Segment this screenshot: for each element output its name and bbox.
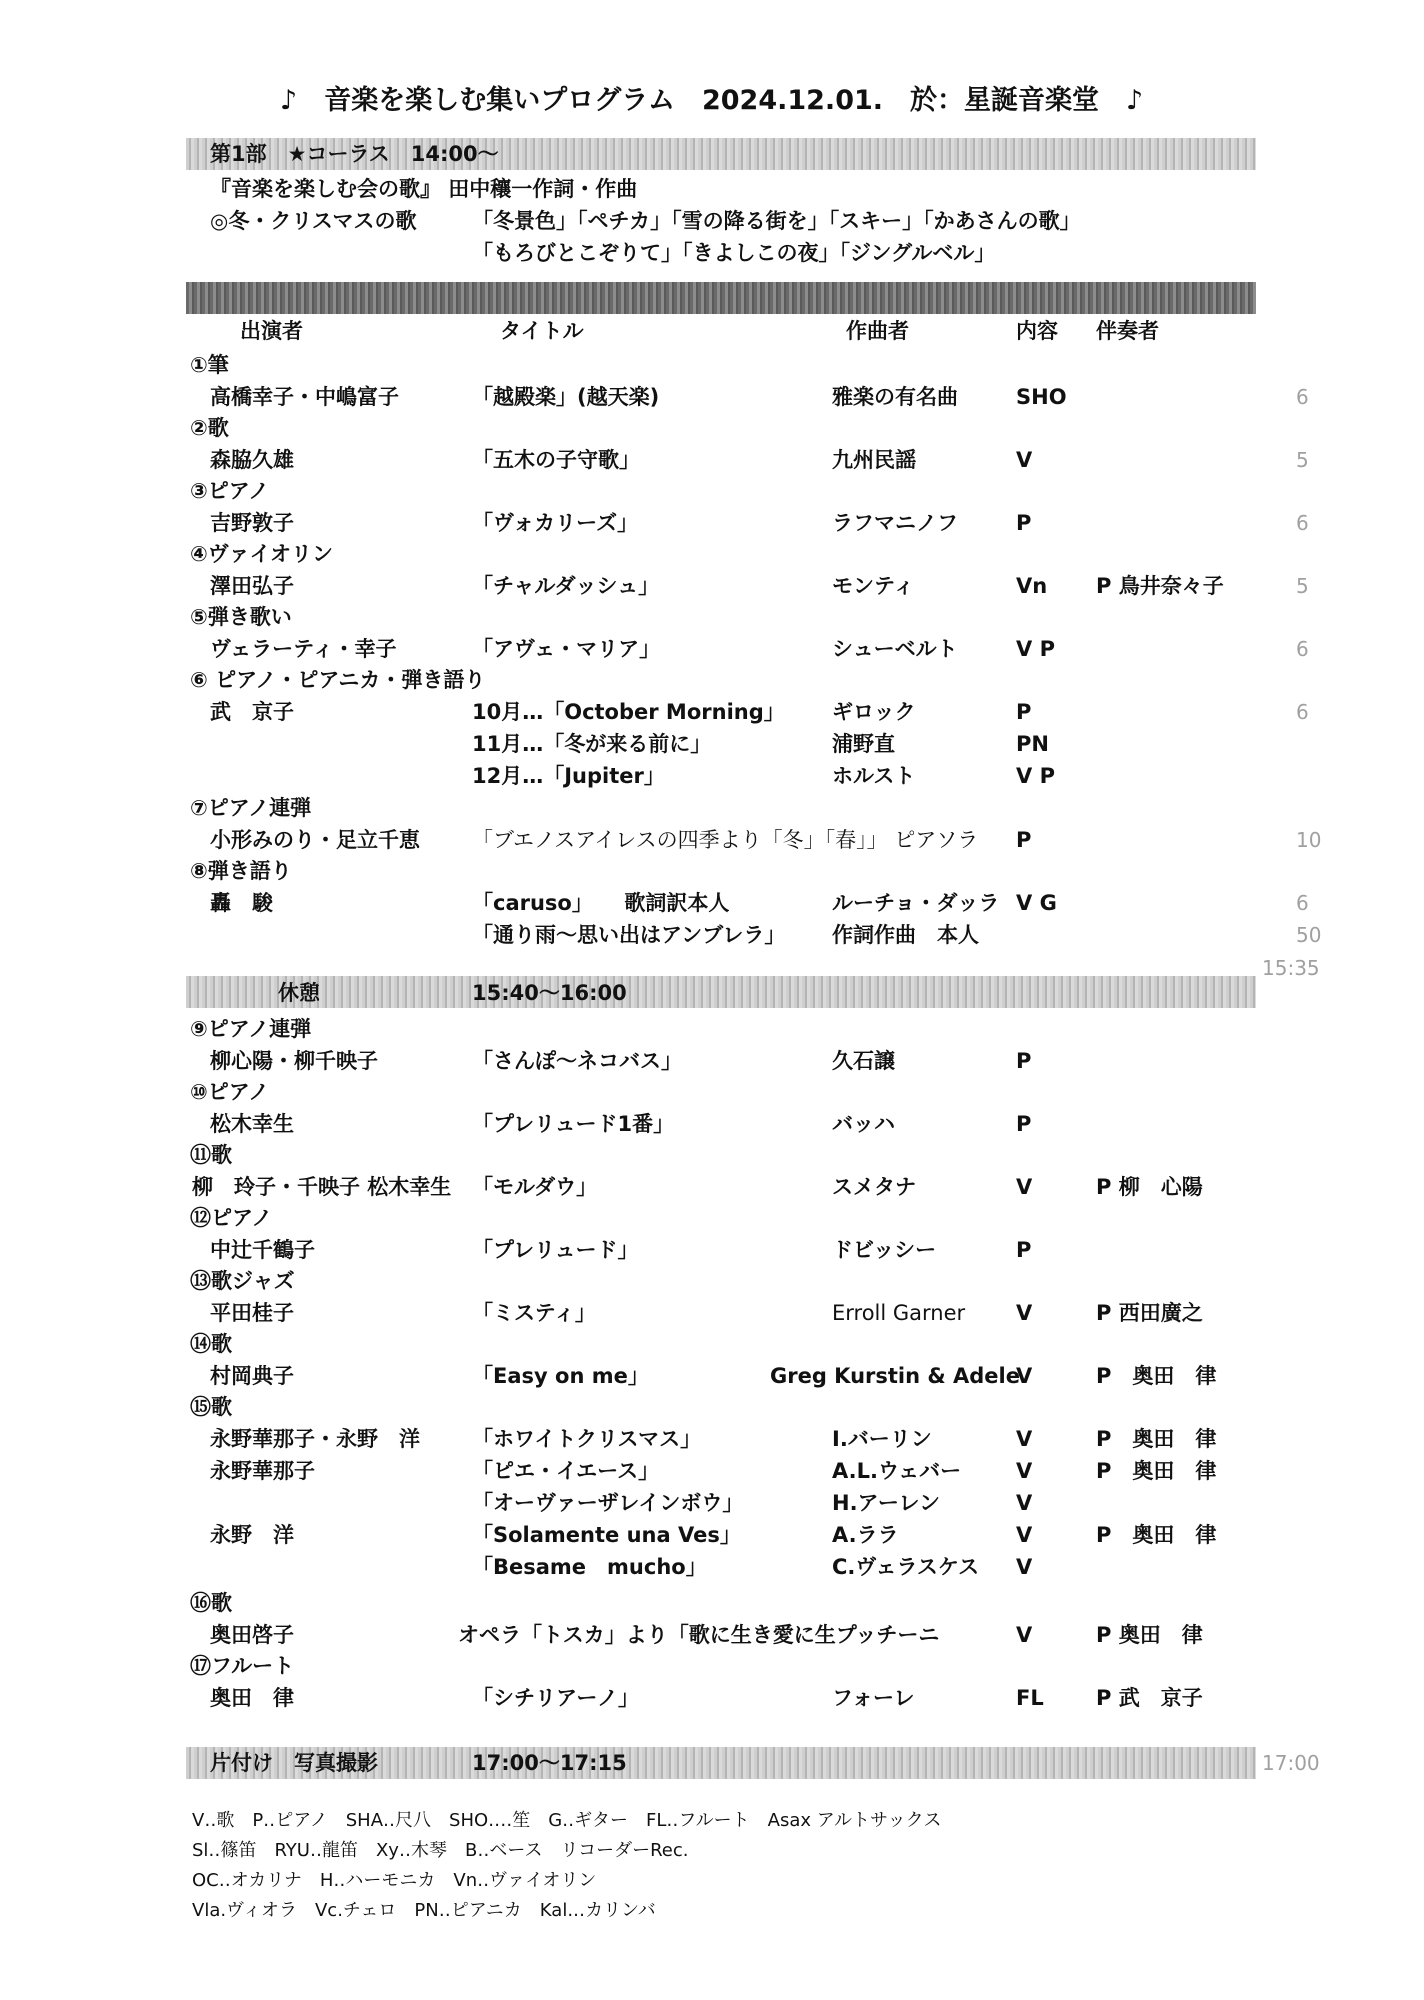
act-performer: 永野華那子 — [210, 1459, 315, 1483]
act-performer: 奥田啓子 — [210, 1623, 294, 1647]
act-content: V — [1016, 1459, 1033, 1483]
act-title: 「五木の子守歌」 — [472, 448, 640, 472]
act-content: P — [1016, 1238, 1032, 1262]
act-content: P — [1016, 511, 1032, 535]
legend-line: OC‥オカリナ H‥ハーモニカ Vn‥ヴァイオリン — [192, 1870, 597, 1891]
act-content: PN — [1016, 732, 1049, 756]
act-content: V G — [1016, 891, 1057, 915]
act-category: ①筆 — [190, 353, 229, 377]
break-band — [186, 976, 1256, 1008]
act-minutes: 6 — [1296, 511, 1309, 535]
act-performer: 轟 駿 — [210, 891, 273, 915]
act-title: 「Solamente una Ves」 — [472, 1523, 741, 1547]
act-composer: 作詞作曲 本人 — [832, 923, 979, 947]
break-time: 15:40～16:00 — [472, 981, 627, 1005]
act-composer: ラフマニノフ — [832, 511, 958, 535]
act-title: 「プレリュード」 — [472, 1238, 639, 1262]
act-title: 「Besame mucho」 — [472, 1555, 707, 1579]
act-category: ⑥ ピアノ・ピアニカ・弾き語り — [190, 668, 486, 692]
act-composer: 九州民謡 — [832, 448, 916, 472]
act-content: Vn — [1016, 574, 1048, 598]
act-performer: 村岡典子 — [210, 1364, 294, 1388]
closing-note: 17:00 — [1262, 1751, 1320, 1775]
act-composer: ギロック — [832, 700, 916, 724]
act-accompanist: P 柳 心陽 — [1096, 1175, 1203, 1199]
page-title: ♪ 音楽を楽しむ集いプログラム 2024.12.01. 於：星誕音楽堂 ♪ — [280, 85, 1144, 116]
col-content: 内容 — [1016, 319, 1058, 343]
act-title: 「Easy on me」 — [472, 1364, 649, 1388]
act-performer: 奥田 律 — [210, 1686, 294, 1710]
act-accompanist: P 奥田 律 — [1096, 1427, 1217, 1451]
act-accompanist: P 奥田 律 — [1096, 1523, 1217, 1547]
col-performer: 出演者 — [240, 319, 303, 343]
act-performer: 中辻千鶴子 — [210, 1238, 315, 1262]
act-content: P — [1016, 700, 1032, 724]
act-category: ②歌 — [190, 416, 229, 440]
part1-end-time: 15:35 — [1262, 956, 1320, 980]
act-composer: スメタナ — [832, 1175, 916, 1199]
xmas-songs-line-1: 「冬景色」「ペチカ」「雪の降る街を」「スキー」「かあさんの歌」 — [472, 209, 1081, 233]
col-accompanist: 伴奏者 — [1096, 319, 1159, 343]
col-composer: 作曲者 — [846, 319, 909, 343]
xmas-songs-line-2: 「もろびとこぞりて」「きよしこの夜」「ジングルベル」 — [472, 241, 996, 265]
act-title: 「モルダウ」 — [472, 1175, 598, 1199]
act-category: ⑪歌 — [190, 1143, 232, 1167]
act-composer: シューベルト — [832, 637, 958, 661]
act-performer: 柳 玲子・千映子 松木幸生 — [192, 1175, 452, 1199]
act-content: V — [1016, 1175, 1033, 1199]
act-performer: 平田桂子 — [210, 1301, 294, 1325]
act-content: V — [1016, 1427, 1033, 1451]
act-category: ⑯歌 — [190, 1591, 232, 1615]
act-content: V — [1016, 1301, 1033, 1325]
act-content: V P — [1016, 637, 1055, 661]
act-performer: 柳心陽・柳千映子 — [210, 1049, 378, 1073]
act-minutes: 50 — [1296, 923, 1322, 947]
col-title: タイトル — [500, 319, 584, 343]
legend-line: Vla.ヴィオラ Vc.チェロ PN‥ピアニカ Kal.‥カリンバ — [192, 1900, 656, 1921]
act-title: 「ミスティ」 — [472, 1301, 596, 1325]
act-category: ⑭歌 — [190, 1332, 232, 1356]
act-title: 「ブエノスアイレスの四季より「冬」「春」」 ピアソラ — [472, 828, 979, 852]
act-composer: I.バーリン — [832, 1427, 932, 1451]
act-performer: 永野 洋 — [210, 1523, 294, 1547]
break-label: 休憩 — [278, 981, 320, 1005]
act-category: ⑰フルート — [190, 1654, 295, 1678]
act-performer: 澤田弘子 — [210, 574, 294, 598]
act-composer: モンティ — [832, 574, 915, 598]
act-content: V — [1016, 1555, 1033, 1579]
act-composer: ホルスト — [832, 764, 916, 788]
act-title: 「越殿楽」(越天楽) — [472, 385, 660, 409]
act-content: V — [1016, 448, 1033, 472]
act-content: V — [1016, 1364, 1033, 1388]
act-performer: 吉野敦子 — [210, 511, 294, 535]
act-composer: A.ララ — [832, 1523, 899, 1547]
act-category: ⑮歌 — [190, 1395, 232, 1419]
act-minutes: 6 — [1296, 700, 1309, 724]
act-category: ④ヴァイオリン — [190, 542, 333, 566]
act-title: 「チャルダッシュ」 — [472, 574, 660, 598]
act-composer: ドビッシー — [832, 1238, 937, 1262]
act-content: V — [1016, 1623, 1033, 1647]
act-accompanist: P 奥田 律 — [1096, 1364, 1217, 1388]
act-composer: 久石譲 — [832, 1049, 895, 1073]
part1-header: 第1部 ★コーラス 14:00～ — [210, 142, 499, 166]
act-performer: 森脇久雄 — [210, 448, 294, 472]
act-composer: バッハ — [832, 1112, 895, 1136]
act-category: ⑬歌ジャズ — [190, 1269, 295, 1293]
act-content: V P — [1016, 764, 1055, 788]
act-title: 「さんぽ～ネコバス」 — [472, 1049, 682, 1073]
act-title: 「caruso」 歌詞訳本人 — [472, 891, 730, 915]
act-category: ⑫ピアノ — [190, 1206, 273, 1230]
act-content: P — [1016, 1049, 1032, 1073]
act-accompanist: P 武 京子 — [1096, 1686, 1203, 1710]
act-accompanist: P 奥田 律 — [1096, 1623, 1203, 1647]
act-performer: 高橋幸子・中嶋富子 — [210, 385, 399, 409]
closing-time: 17:00～17:15 — [472, 1751, 627, 1775]
act-category: ⑤弾き歌い — [190, 605, 292, 629]
legend-line: Sl‥篠笛 RYU‥龍笛 Xy‥木琴 B‥ベース リコーダーRec. — [192, 1840, 689, 1861]
act-composer: 浦野直 — [832, 732, 895, 756]
act-minutes: 6 — [1296, 637, 1309, 661]
act-title: 「ヴォカリーズ」 — [472, 511, 639, 535]
act-category: ⑩ピアノ — [190, 1080, 270, 1104]
act-composer: A.L.ウェバー — [832, 1459, 962, 1483]
act-title: 「アヴェ・マリア」 — [472, 637, 661, 661]
act-content: P — [1016, 828, 1032, 852]
act-minutes: 5 — [1296, 574, 1309, 598]
act-composer: ルーチョ・ダッラ — [832, 891, 1000, 915]
act-content: P — [1016, 1112, 1032, 1136]
act-title: 「ピエ・イエース」 — [472, 1459, 660, 1483]
act-category: ⑧弾き語り — [190, 859, 292, 883]
act-content: V — [1016, 1523, 1033, 1547]
act-title: 10月…「October Morning」 — [472, 700, 785, 724]
act-performer: ヴェラーティ・幸子 — [210, 637, 397, 661]
act-title: 「通り雨～思い出はアンブレラ」 — [472, 923, 786, 947]
act-composer: フォーレ — [832, 1686, 915, 1710]
act-category: ③ピアノ — [190, 479, 270, 503]
closing-label: 片付け 写真撮影 — [210, 1751, 378, 1775]
act-accompanist: P 西田廣之 — [1096, 1301, 1203, 1325]
act-title: 12月…「Jupiter」 — [472, 764, 665, 788]
act-accompanist: P 鳥井奈々子 — [1096, 574, 1224, 598]
act-minutes: 6 — [1296, 891, 1309, 915]
act-performer: 小形みのり・足立千恵 — [210, 828, 420, 852]
act-composer: H.アーレン — [832, 1491, 940, 1515]
act-title: 11月…「冬が来る前に」 — [472, 732, 712, 756]
act-title: 「ホワイトクリスマス」 — [472, 1427, 702, 1451]
act-content: FL — [1016, 1686, 1044, 1710]
act-composer: Greg Kurstin & Adele — [770, 1364, 1020, 1388]
act-content: V — [1016, 1491, 1033, 1515]
act-minutes: 5 — [1296, 448, 1309, 472]
act-title: オペラ「トスカ」より「歌に生き愛に生プッチーニ — [458, 1623, 940, 1647]
act-composer: 雅楽の有名曲 — [832, 385, 958, 409]
act-performer: 武 京子 — [210, 700, 294, 724]
act-performer: 永野華那子・永野 洋 — [210, 1427, 420, 1451]
act-title: 「シチリアーノ」 — [472, 1686, 639, 1710]
act-minutes: 10 — [1296, 828, 1322, 852]
act-title: 「オーヴァーザレインボウ」 — [472, 1491, 744, 1515]
xmas-label: ◎冬・クリスマスの歌 — [210, 209, 417, 233]
act-category: ⑨ピアノ連弾 — [190, 1017, 312, 1041]
legend-line: V‥歌 P‥ピアノ SHA‥尺八 SHO‥‥笙 G‥ギター FL‥フルート Asax アルトサックス — [192, 1810, 942, 1831]
part1-song-line: 『音楽を楽しむ会の歌』 田中穰一作詞・作曲 — [210, 177, 638, 201]
part2-header-band — [186, 282, 1256, 314]
act-composer: C.ヴェラスケス — [832, 1555, 980, 1579]
act-composer: Erroll Garner — [832, 1301, 966, 1325]
act-performer: 松木幸生 — [210, 1112, 294, 1136]
act-title: 「プレリュード1番」 — [472, 1112, 675, 1136]
act-minutes: 6 — [1296, 385, 1309, 409]
act-category: ⑦ピアノ連弾 — [190, 796, 312, 820]
act-content: SHO — [1016, 385, 1067, 409]
act-accompanist: P 奥田 律 — [1096, 1459, 1217, 1483]
